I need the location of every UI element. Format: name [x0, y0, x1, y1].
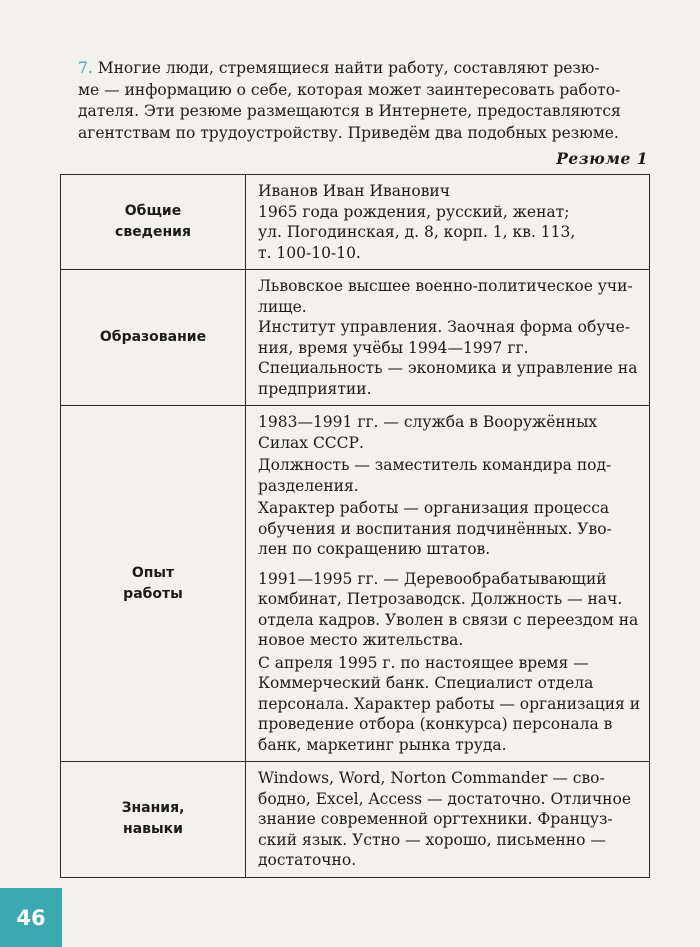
table-row: [61, 762, 650, 878]
row-content-skills: Windows, Word, Norton Commander — сво-бодно, Excel, Access — достаточно. Отличное знание современной оргтехники. Француз-ский язык. Устно — хорошо, письменно — достаточно.: [246, 762, 650, 878]
row-content-education: Львовское высшее военно-политическое учи-лище. Институт управления. Заочная форма обуче-ния, время учёбы 1994—1997 гг. Специальность — экономика и управление на предприятии.: [246, 270, 650, 406]
task-number: 7.: [78, 59, 93, 77]
row-content-experience: [246, 406, 650, 762]
table-row: [61, 406, 650, 762]
task-intro: [78, 58, 650, 144]
intro-line: агентствам по трудоустройству. Приведём два подобных резюме.: [78, 123, 619, 142]
table-row: [61, 270, 650, 406]
page-number: 46: [0, 888, 62, 947]
resume-table: [60, 174, 650, 878]
full-name: Иванов Иван Иванович: [258, 182, 450, 200]
row-heading-skills: Знания, навыки: [61, 762, 246, 878]
experience-block: 1983—1991 гг. — служба в Вооружённых Силах СССР. Должность — заместитель командира под-разделения. Характер работы — организация процесса обучения и воспитания подчинённых. Уво-лен по сокращению штатов.: [258, 413, 612, 558]
table-row: [61, 175, 650, 270]
table-caption: Резюме 1: [556, 149, 648, 168]
intro-line: Многие люди, стремящиеся найти работу, составляют резю-: [97, 59, 600, 77]
phone: т. 100-10-10.: [258, 243, 361, 262]
experience-block: 1991—1995 гг. — Деревообрабатывающий комбинат, Петрозаводск. Должность — нач. отдела кадров. Уволен в связи с переездом на новое место жительства. С апреля 1995 г. по настоящее время — Коммерческий банк. Специалист отдела персонала. Характер работы — организация и проведение отбора (конкурса) персонала в банк, маркетинг рынка труда.: [258, 569, 641, 754]
row-heading-education: Образование: [61, 270, 246, 406]
birth-info: 1965 года рождения, русский, женат;: [258, 202, 570, 221]
intro-line: ме — информацию о себе, которая может заинтересовать работо-: [78, 80, 621, 99]
row-heading-general: Общие сведения: [61, 175, 246, 270]
address: ул. Погодинская, д. 8, корп. 1, кв. 113,: [258, 223, 576, 241]
row-content-general: [246, 175, 650, 270]
row-heading-experience: Опыт работы: [61, 406, 246, 762]
intro-line: дателя. Эти резюме размещаются в Интернете, предоставляются: [78, 102, 621, 120]
